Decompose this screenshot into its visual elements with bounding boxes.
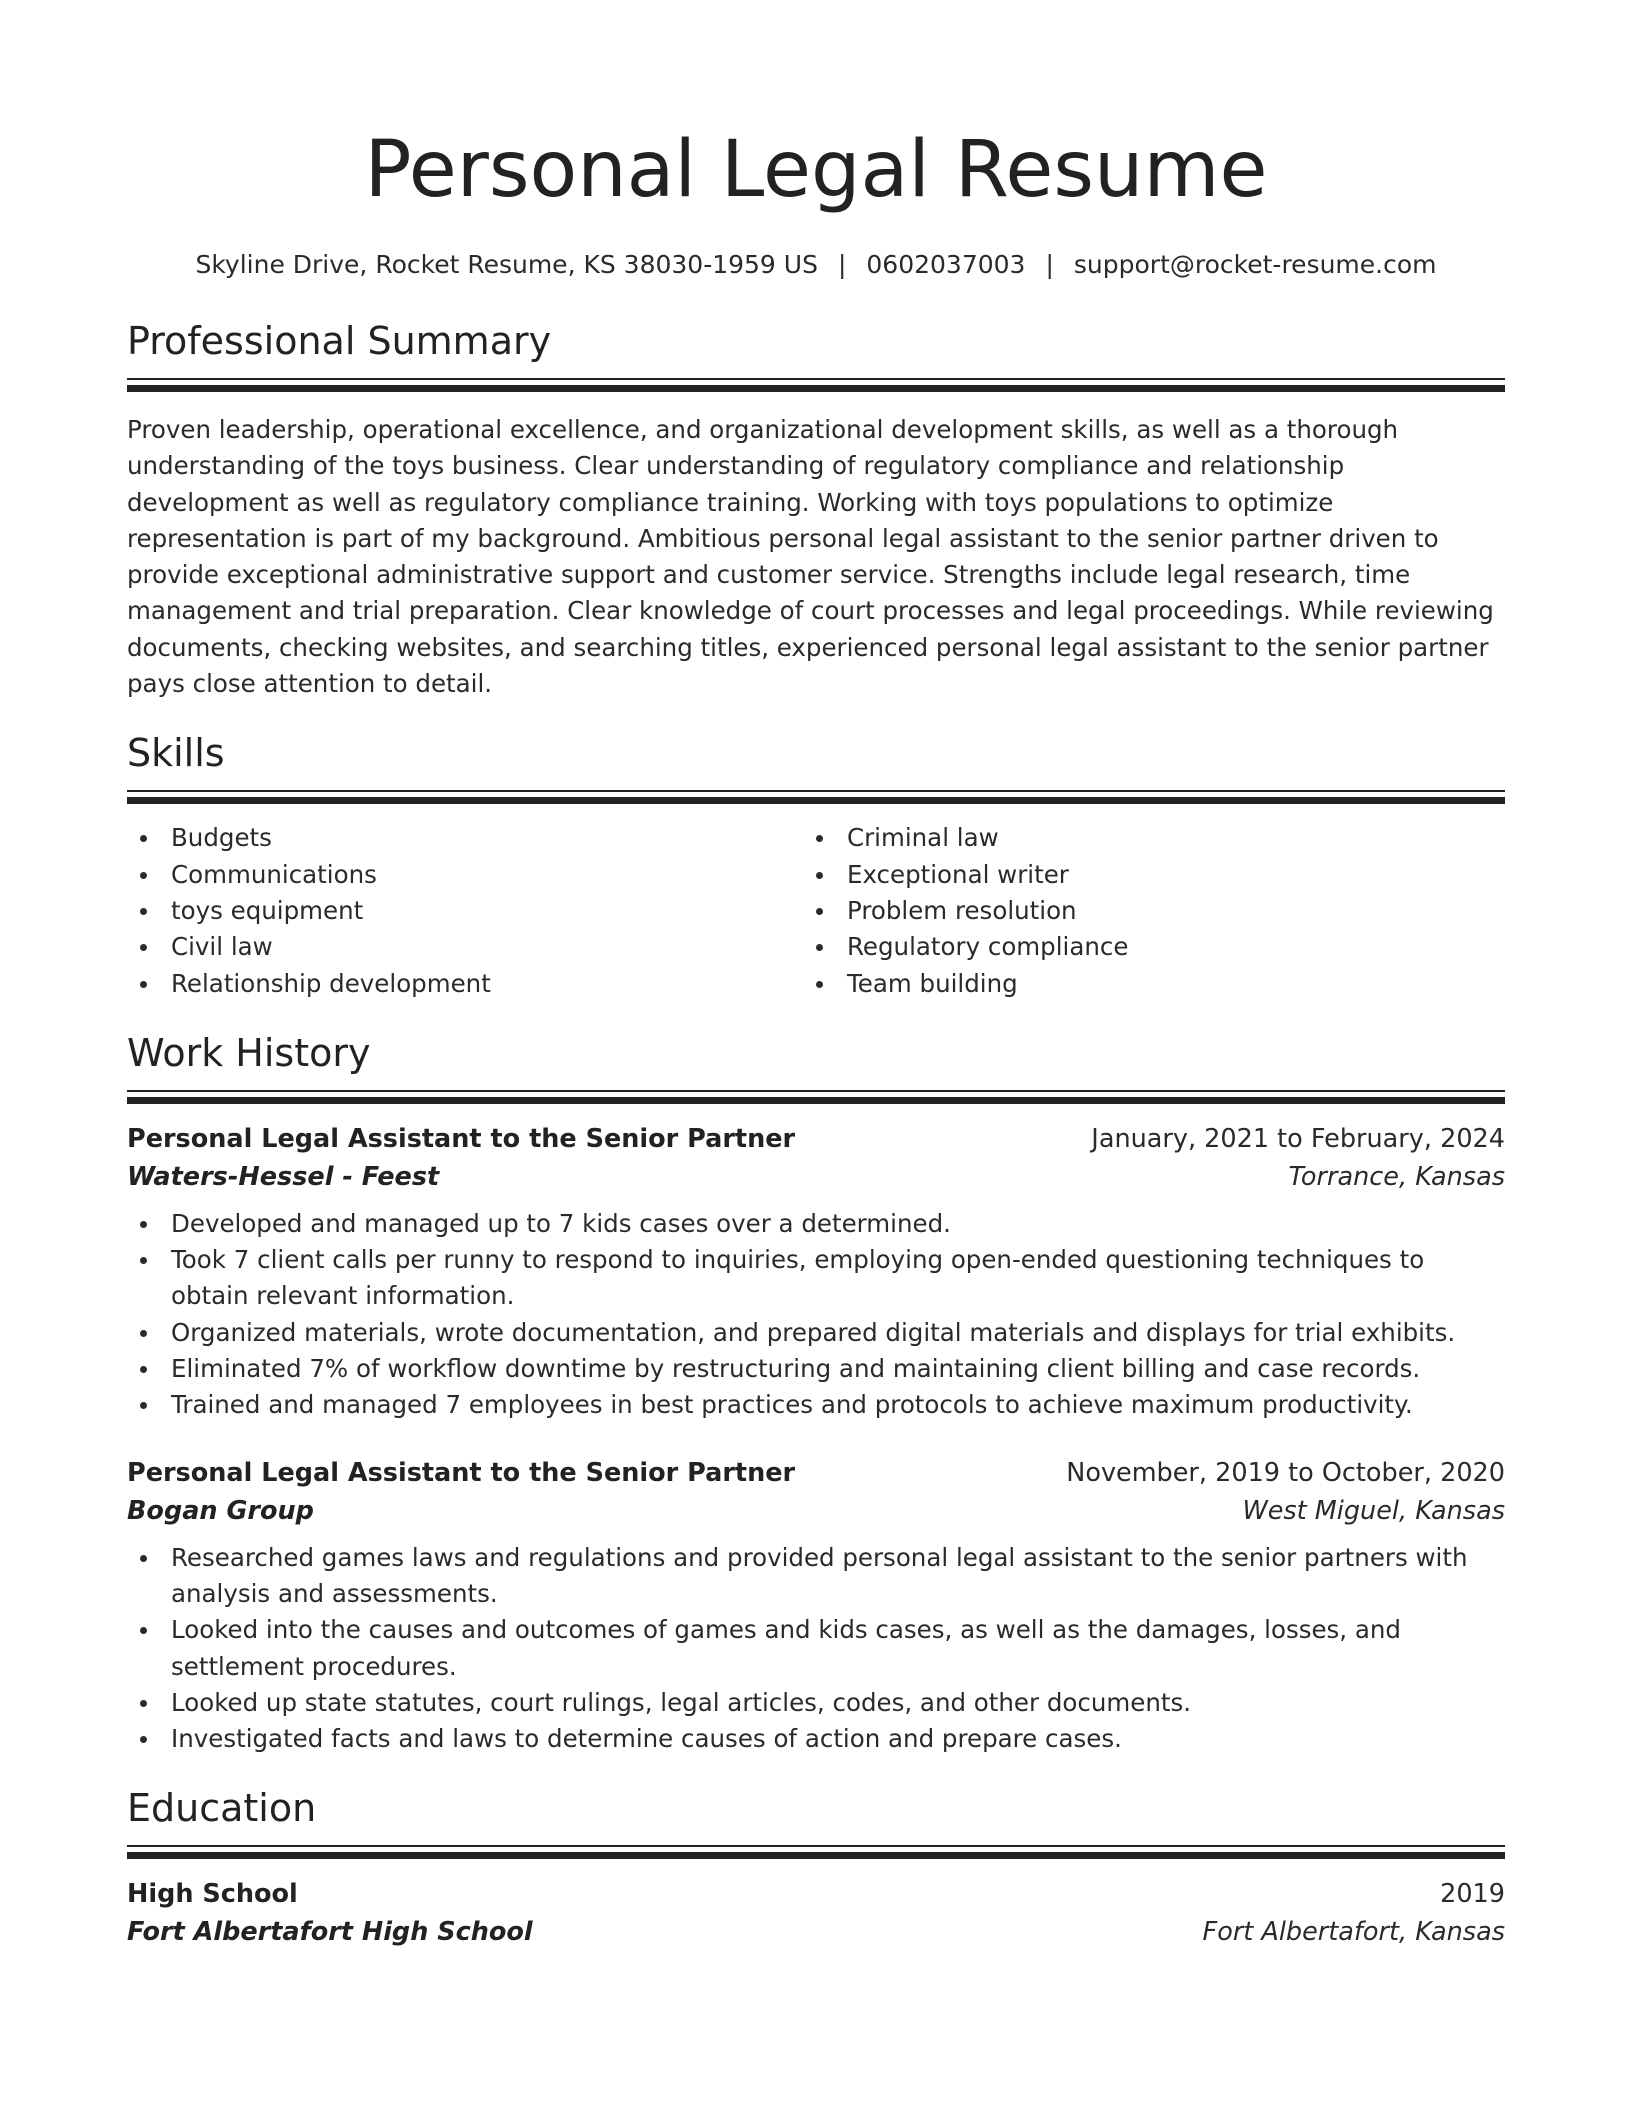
contact-line	[127, 248, 1505, 282]
summary-heading: Professional Summary	[127, 319, 552, 363]
job-bullet: Developed and managed up to 7 kids cases over a determined.	[127, 1206, 1505, 1242]
education-subheader	[127, 1913, 1505, 1951]
job-location: Torrance, Kansas	[1288, 1161, 1505, 1192]
work-section	[127, 1028, 1505, 1758]
skill-item: Exceptional writer	[803, 857, 1479, 893]
contact-separator: |	[837, 250, 847, 279]
contact-address: Skyline Drive, Rocket Resume, KS 38030-1959 US	[195, 250, 818, 279]
section-divider	[127, 790, 1505, 804]
section-divider	[127, 378, 1505, 392]
summary-text: Proven leadership, operational excellence, and organizational development skills, as well as a thorough understanding of the toys business. Clear understanding of regulatory compliance and relationship development as well as regulatory compliance training. Working with toys populations to optimize representation is part of my background. Ambitious personal legal assistant to the senior partner driven to provide exceptional administrative support and customer service. Strengths include legal research, time management and trial preparation. Clear knowledge of court processes and legal proceedings. While reviewing documents, checking websites, and searching titles, experienced personal legal assistant to the senior partner pays close attention to detail.	[127, 415, 1494, 699]
job-header	[127, 1454, 1505, 1492]
skills-list-left	[127, 820, 803, 1001]
job-bullet: Looked into the causes and outcomes of games and kids cases, as well as the damages, losses, and settlement procedures.	[127, 1612, 1505, 1685]
job-bullet: Looked up state statutes, court rulings, legal articles, codes, and other documents.	[127, 1685, 1505, 1721]
job-bullet: Eliminated 7% of workflow downtime by restructuring and maintaining client billing and case records.	[127, 1351, 1505, 1387]
job-dates: January, 2021 to February, 2024	[1091, 1123, 1505, 1154]
work-heading: Work History	[127, 1030, 371, 1075]
contact-separator: |	[1045, 250, 1054, 279]
education-location: Fort Albertafort, Kansas	[1202, 1917, 1505, 1948]
job-employer: Waters-Hessel - Feest	[127, 1161, 440, 1192]
education-degree: High School	[127, 1879, 298, 1910]
summary-section	[127, 316, 1505, 702]
job-bullet: Trained and managed 7 employees in best practices and protocols to achieve maximum productivity.	[127, 1387, 1505, 1423]
skill-item: toys equipment	[127, 893, 803, 929]
job-entry	[127, 1120, 1505, 1424]
education-header	[127, 1875, 1505, 1913]
job-dates: November, 2019 to October, 2020	[1066, 1457, 1505, 1488]
skill-item: Relationship development	[127, 966, 803, 1002]
skills-columns	[127, 820, 1505, 1001]
skill-item: Problem resolution	[803, 893, 1479, 929]
education-entry	[127, 1875, 1505, 1951]
resume-title: Personal Legal Resume	[364, 125, 1268, 215]
contact-email: support@rocket-resume.com	[1073, 250, 1437, 279]
education-year: 2019	[1440, 1879, 1505, 1910]
contact-phone: 0602037003	[866, 250, 1026, 279]
job-employer: Bogan Group	[127, 1495, 314, 1526]
job-location: West Miguel, Kansas	[1242, 1495, 1505, 1526]
job-bullet: Organized materials, wrote documentation, and prepared digital materials and displays for trial exhibits.	[127, 1315, 1505, 1351]
job-header	[127, 1120, 1505, 1158]
job-bullet: Researched games laws and regulations and provided personal legal assistant to the senior partners with analysis and assessments.	[127, 1540, 1505, 1613]
skill-item: Civil law	[127, 929, 803, 965]
section-divider	[127, 1845, 1505, 1859]
skill-item: Criminal law	[803, 820, 1479, 856]
skill-item: Communications	[127, 857, 803, 893]
education-school: Fort Albertafort High School	[127, 1917, 533, 1948]
job-title: Personal Legal Assistant to the Senior Partner	[127, 1457, 796, 1488]
job-entry	[127, 1454, 1505, 1758]
job-title: Personal Legal Assistant to the Senior Partner	[127, 1123, 796, 1154]
education-section	[127, 1783, 1505, 1951]
section-divider	[127, 1090, 1505, 1104]
job-bullet: Took 7 client calls per runny to respond to inquiries, employing open-ended questioning techniques to obtain relevant information.	[127, 1242, 1505, 1315]
skill-item: Team building	[803, 966, 1479, 1002]
job-subheader	[127, 1158, 1505, 1196]
job-subheader	[127, 1492, 1505, 1530]
education-heading: Education	[127, 1786, 317, 1831]
skills-heading: Skills	[127, 731, 225, 776]
skills-section	[127, 728, 1505, 1001]
job-bullets	[127, 1540, 1505, 1758]
skill-item: Regulatory compliance	[803, 929, 1479, 965]
skill-item: Budgets	[127, 820, 803, 856]
skills-list-right	[803, 820, 1479, 1001]
job-bullets	[127, 1206, 1505, 1424]
job-bullet: Investigated facts and laws to determine causes of action and prepare cases.	[127, 1721, 1505, 1757]
